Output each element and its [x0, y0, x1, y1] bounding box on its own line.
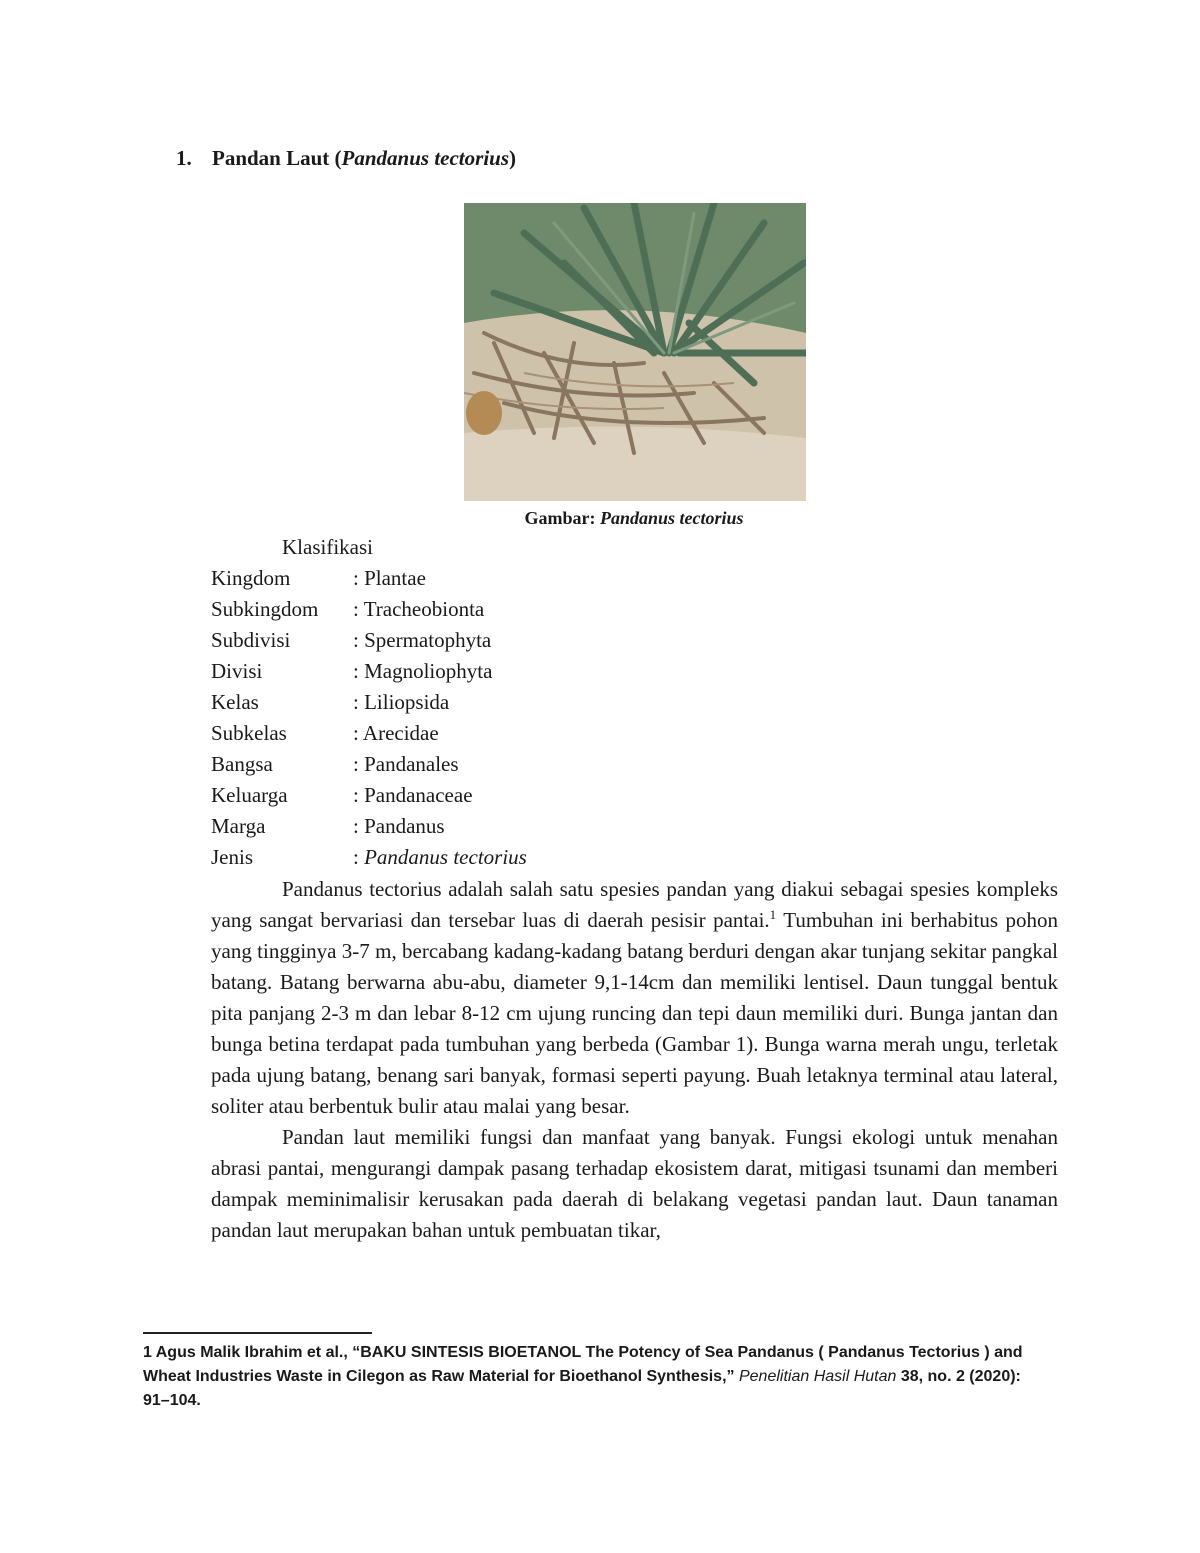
- footnote-ref[interactable]: 1: [769, 907, 777, 922]
- rank-value: : Tracheobionta: [353, 597, 485, 621]
- footnote-text-a: 1 Agus Malik Ibrahim et al., “BAKU SINTESIS BIOETANOL The Potency of Sea Pandanus ( Pandanus Tectorius ) and Wheat Industries Waste in Cilegon as Raw Material for Bioethanol Synthesis,”: [143, 1344, 1023, 1385]
- rank-label: Subkelas: [211, 721, 287, 745]
- footnote-journal: Penelitian Hasil Hutan: [738, 1368, 897, 1385]
- rank-value: : Pandanus: [353, 814, 445, 838]
- section-number: 1.: [176, 146, 192, 170]
- rank-label: Bangsa: [211, 752, 273, 776]
- rank-value: : Pandanales: [353, 752, 459, 776]
- classification-row: [211, 594, 527, 625]
- paragraph-1-part-b: Tumbuhan ini berhabitus pohon yang tingginya 3-7 m, bercabang kadang-kadang batang berduri dengan akar tunjang sekitar pangkal batang. Batang berwarna abu-abu, diameter 9,1-14cm dan memiliki lentisel. Daun tunggal bentuk pita panjang 2-3 m dan lebar 8-12 cm ujung runcing dan tepi daun memiliki duri. Bunga jantan dan bunga betina terdapat pada tumbuhan yang berbeda (Gambar 1). Bunga warna merah ungu, terletak pada ujung batang, benang sari banyak, formasi seperti payung. Buah letaknya terminal atau lateral, soliter atau berbentuk bulir atau malai yang besar.: [211, 908, 1058, 1118]
- caption-species: Pandanus tectorius: [599, 508, 744, 528]
- heading-title-italic: Pandanus tectorius: [341, 146, 510, 170]
- classification-title: Klasifikasi: [282, 535, 373, 559]
- footnote: [143, 1341, 1043, 1413]
- classification-row: [211, 656, 527, 687]
- paragraph-1-part-a: Pandanus tectorius adalah salah satu spesies pandan yang diakui sebagai spesies kompleks yang sangat bervariasi dan tersebar luas di daerah pesisir pantai.: [211, 877, 1058, 932]
- rank-label: Kelas: [211, 690, 259, 714]
- pandanus-photo: [464, 203, 806, 501]
- classification-row: [211, 780, 527, 811]
- body-text: [211, 874, 1058, 1246]
- rank-value-italic: Pandanus tectorius: [364, 845, 527, 869]
- rank-value: : Arecidae: [353, 721, 439, 745]
- classification-row: [211, 811, 527, 842]
- rank-label: Kingdom: [211, 566, 291, 590]
- heading-title: Pandan Laut (: [212, 146, 342, 170]
- rank-label: Marga: [211, 814, 266, 838]
- rank-value: [353, 842, 527, 873]
- rank-label: Subdivisi: [211, 628, 291, 652]
- classification-row: [211, 749, 527, 780]
- rank-label: Subkingdom: [211, 597, 319, 621]
- footnote-text-b: 38, no. 2 (2020): 91–104.: [143, 1368, 1021, 1409]
- paragraph-description: [211, 874, 1058, 1122]
- footnote-separator: [143, 1332, 372, 1334]
- classification-row: [211, 718, 527, 749]
- classification-row: [211, 687, 527, 718]
- classification-row: [211, 625, 527, 656]
- rank-value-prefix: :: [353, 845, 365, 869]
- rank-label: Keluarga: [211, 783, 288, 807]
- rank-value: : Plantae: [353, 566, 426, 590]
- classification-row: [211, 842, 527, 873]
- rank-label: Divisi: [211, 659, 263, 683]
- rank-value: : Liliopsida: [353, 690, 450, 714]
- rank-value: : Spermatophyta: [353, 628, 492, 652]
- rank-label: Jenis: [211, 845, 253, 869]
- rank-value: : Magnoliophyta: [353, 659, 493, 683]
- classification-table: [211, 563, 527, 873]
- paragraph-function: Pandan laut memiliki fungsi dan manfaat yang banyak. Fungsi ekologi untuk menahan abrasi pantai, mengurangi dampak pasang terhadap ekosistem darat, mitigasi tsunami dan memberi dampak meminimalisir kerusakan pada daerah di belakang vegetasi pandan laut. Daun tanaman pandan laut merupakan bahan untuk pembuatan tikar,: [211, 1125, 1058, 1242]
- rank-value: : Pandanaceae: [353, 783, 473, 807]
- figure-caption: [0, 505, 1200, 531]
- section-heading: [176, 143, 516, 173]
- classification-row: [211, 563, 527, 594]
- heading-title-close: ): [509, 146, 517, 170]
- caption-label: Gambar:: [524, 508, 600, 528]
